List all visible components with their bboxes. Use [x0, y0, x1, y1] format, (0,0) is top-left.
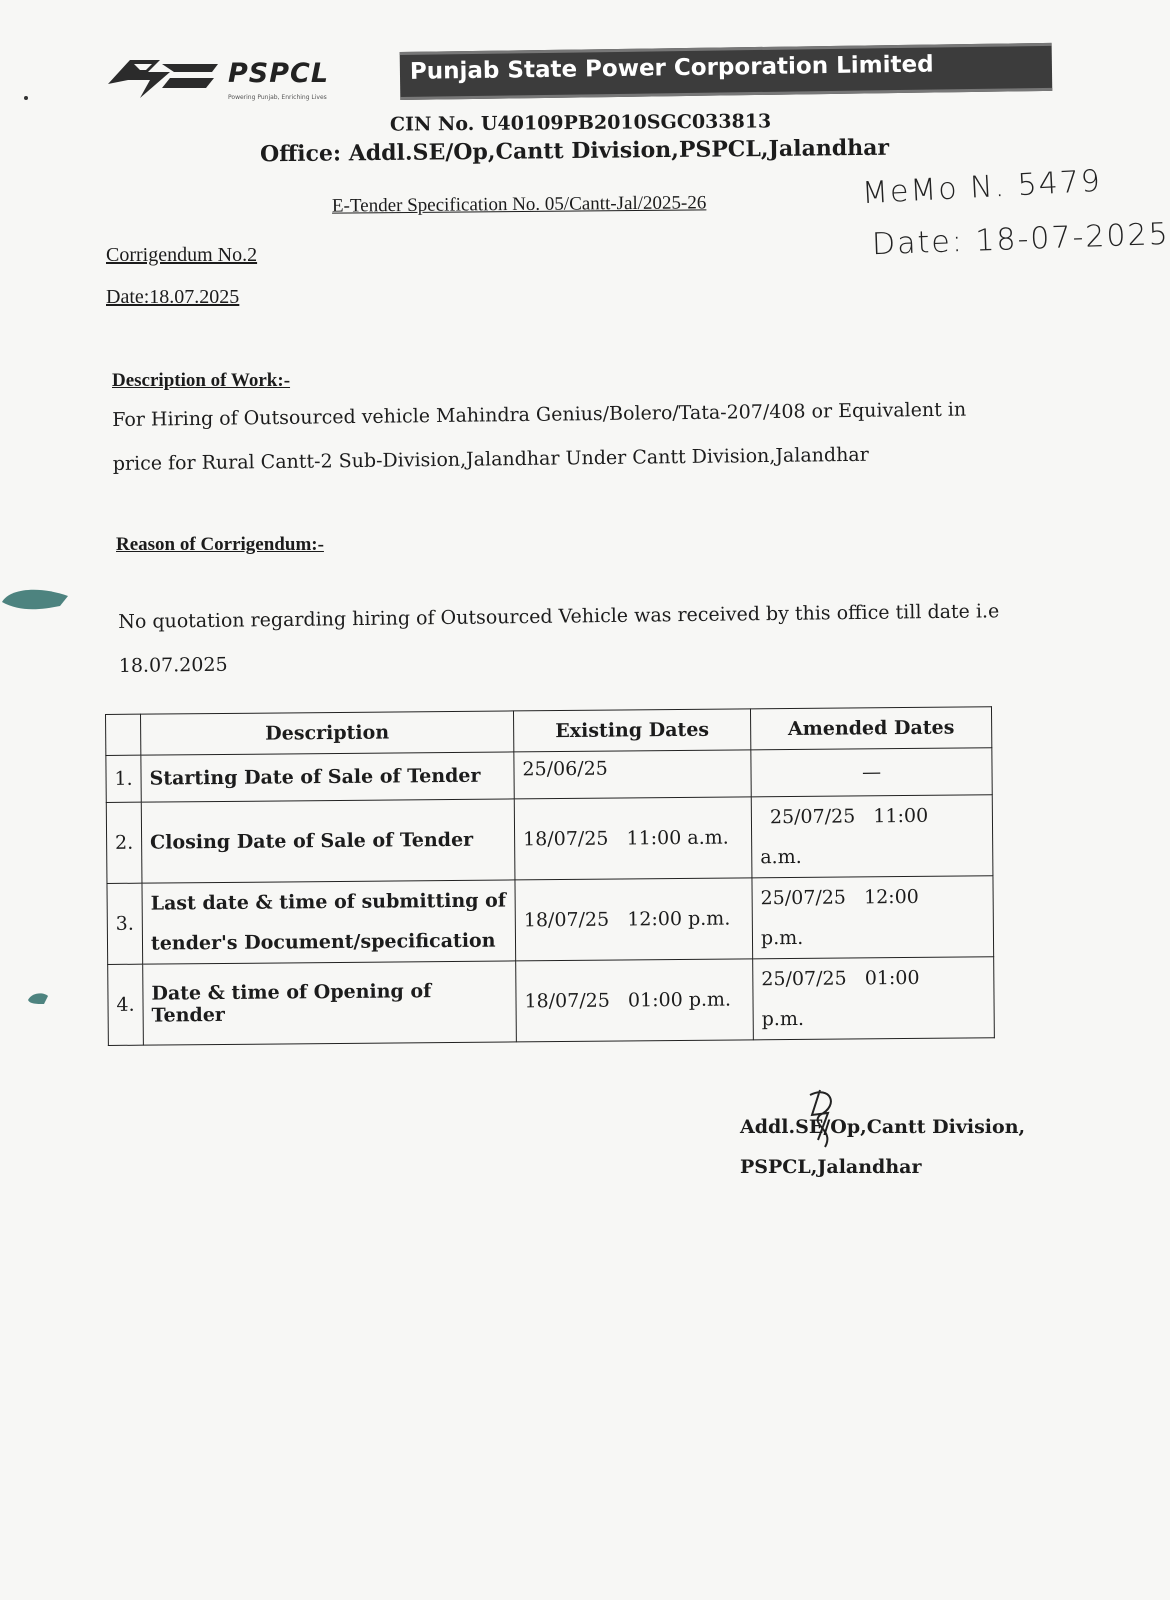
row-number: 2. — [106, 802, 142, 883]
row-existing-date: 25/06/25 — [514, 750, 751, 799]
row-description-line: Last date & time of submitting of — [150, 889, 507, 915]
row-existing-date: 18/07/25 12:00 p.m. — [515, 878, 753, 961]
row-description-line: Closing Date of Sale of Tender — [150, 828, 474, 854]
dates-table-wrapper — [105, 706, 995, 1046]
table-row — [107, 876, 994, 965]
corrigendum-date: Date:18.07.2025 — [106, 286, 240, 308]
row-description-line: Date & time of Opening of Tender — [151, 980, 432, 1027]
row-number: 3. — [107, 883, 143, 964]
row-existing-date: 18/07/25 11:00 a.m. — [514, 797, 752, 880]
description-text — [112, 388, 967, 486]
table-row — [106, 795, 993, 884]
description-line: price for Rural Cantt-2 Sub-Division,Jalandhar Under Cantt Division,Jalandhar — [112, 443, 869, 475]
reason-text — [118, 589, 1000, 688]
row-amended-line: 25/07/25 11:00 — [769, 804, 929, 829]
row-number: 4. — [108, 964, 144, 1045]
row-amended-line: a.m. — [760, 845, 802, 869]
header-num — [106, 714, 141, 755]
row-description-line: tender's Document/specification — [150, 929, 496, 955]
tender-spec-number: E-Tender Specification No. 05/Cantt-Jal/2025-26 — [331, 192, 707, 217]
row-description-line: Starting Date of Sale of Tender — [149, 764, 481, 790]
reason-line: No quotation regarding hiring of Outsourced Vehicle was received by this office till date i.e — [118, 600, 1000, 633]
row-amended-date — [751, 795, 993, 878]
table-row — [108, 957, 995, 1046]
row-description — [142, 880, 516, 964]
row-existing-date: 18/07/25 01:00 p.m. — [516, 959, 754, 1042]
signatory-office: PSPCL,Jalandhar — [740, 1156, 922, 1178]
row-amended-line: p.m. — [760, 926, 804, 950]
row-amended-date — [752, 876, 994, 959]
row-amended-line: 25/07/25 01:00 — [761, 966, 920, 991]
tape-mark-icon — [0, 584, 70, 614]
row-amended-line: 25/07/25 12:00 — [760, 885, 919, 910]
logo-tagline: Powering Punjab, Enriching Lives — [228, 94, 327, 101]
header-existing-dates: Existing Dates — [513, 709, 750, 752]
row-amended-date — [753, 957, 995, 1040]
reason-heading: Reason of Corrigendum:- — [116, 534, 324, 555]
office-title: Office: Addl.SE/Op,Cantt Division,PSPCL,Jalandhar — [259, 134, 890, 168]
description-heading: Description of Work:- — [112, 370, 291, 391]
corrigendum-number: Corrigendum No.2 — [106, 244, 258, 266]
dates-table — [105, 706, 995, 1046]
handwritten-date: Date: 18-07-2025 — [871, 216, 1170, 263]
row-number: 1. — [106, 755, 141, 802]
row-amended-line: p.m. — [761, 1007, 805, 1031]
logo-text: PSPCL — [228, 58, 330, 89]
cin-number: CIN No. U40109PB2010SGC033813 — [389, 110, 772, 136]
row-amended-date — [751, 748, 992, 797]
header-description: Description — [141, 711, 514, 755]
header-amended-dates: Amended Dates — [750, 707, 991, 750]
tape-mark-icon — [26, 990, 50, 1006]
speck — [24, 96, 28, 100]
row-description — [141, 799, 515, 883]
reason-line: 18.07.2025 — [118, 653, 228, 677]
company-name: Punjab State Power Corporation Limited — [409, 51, 934, 85]
handwritten-memo: MeMo N. 5479 — [861, 163, 1103, 212]
pspcl-logo-icon — [100, 50, 225, 102]
description-line: For Hiring of Outsourced vehicle Mahindra Genius/Bolero/Tata-207/408 or Equivalent in — [112, 398, 967, 431]
company-banner — [400, 43, 1053, 100]
row-amended-line: — — [861, 761, 882, 784]
table-row — [106, 748, 992, 803]
row-description — [143, 961, 517, 1045]
signatory-title: Addl.SE/Op,Cantt Division, — [740, 1116, 1026, 1138]
row-description — [141, 752, 514, 802]
